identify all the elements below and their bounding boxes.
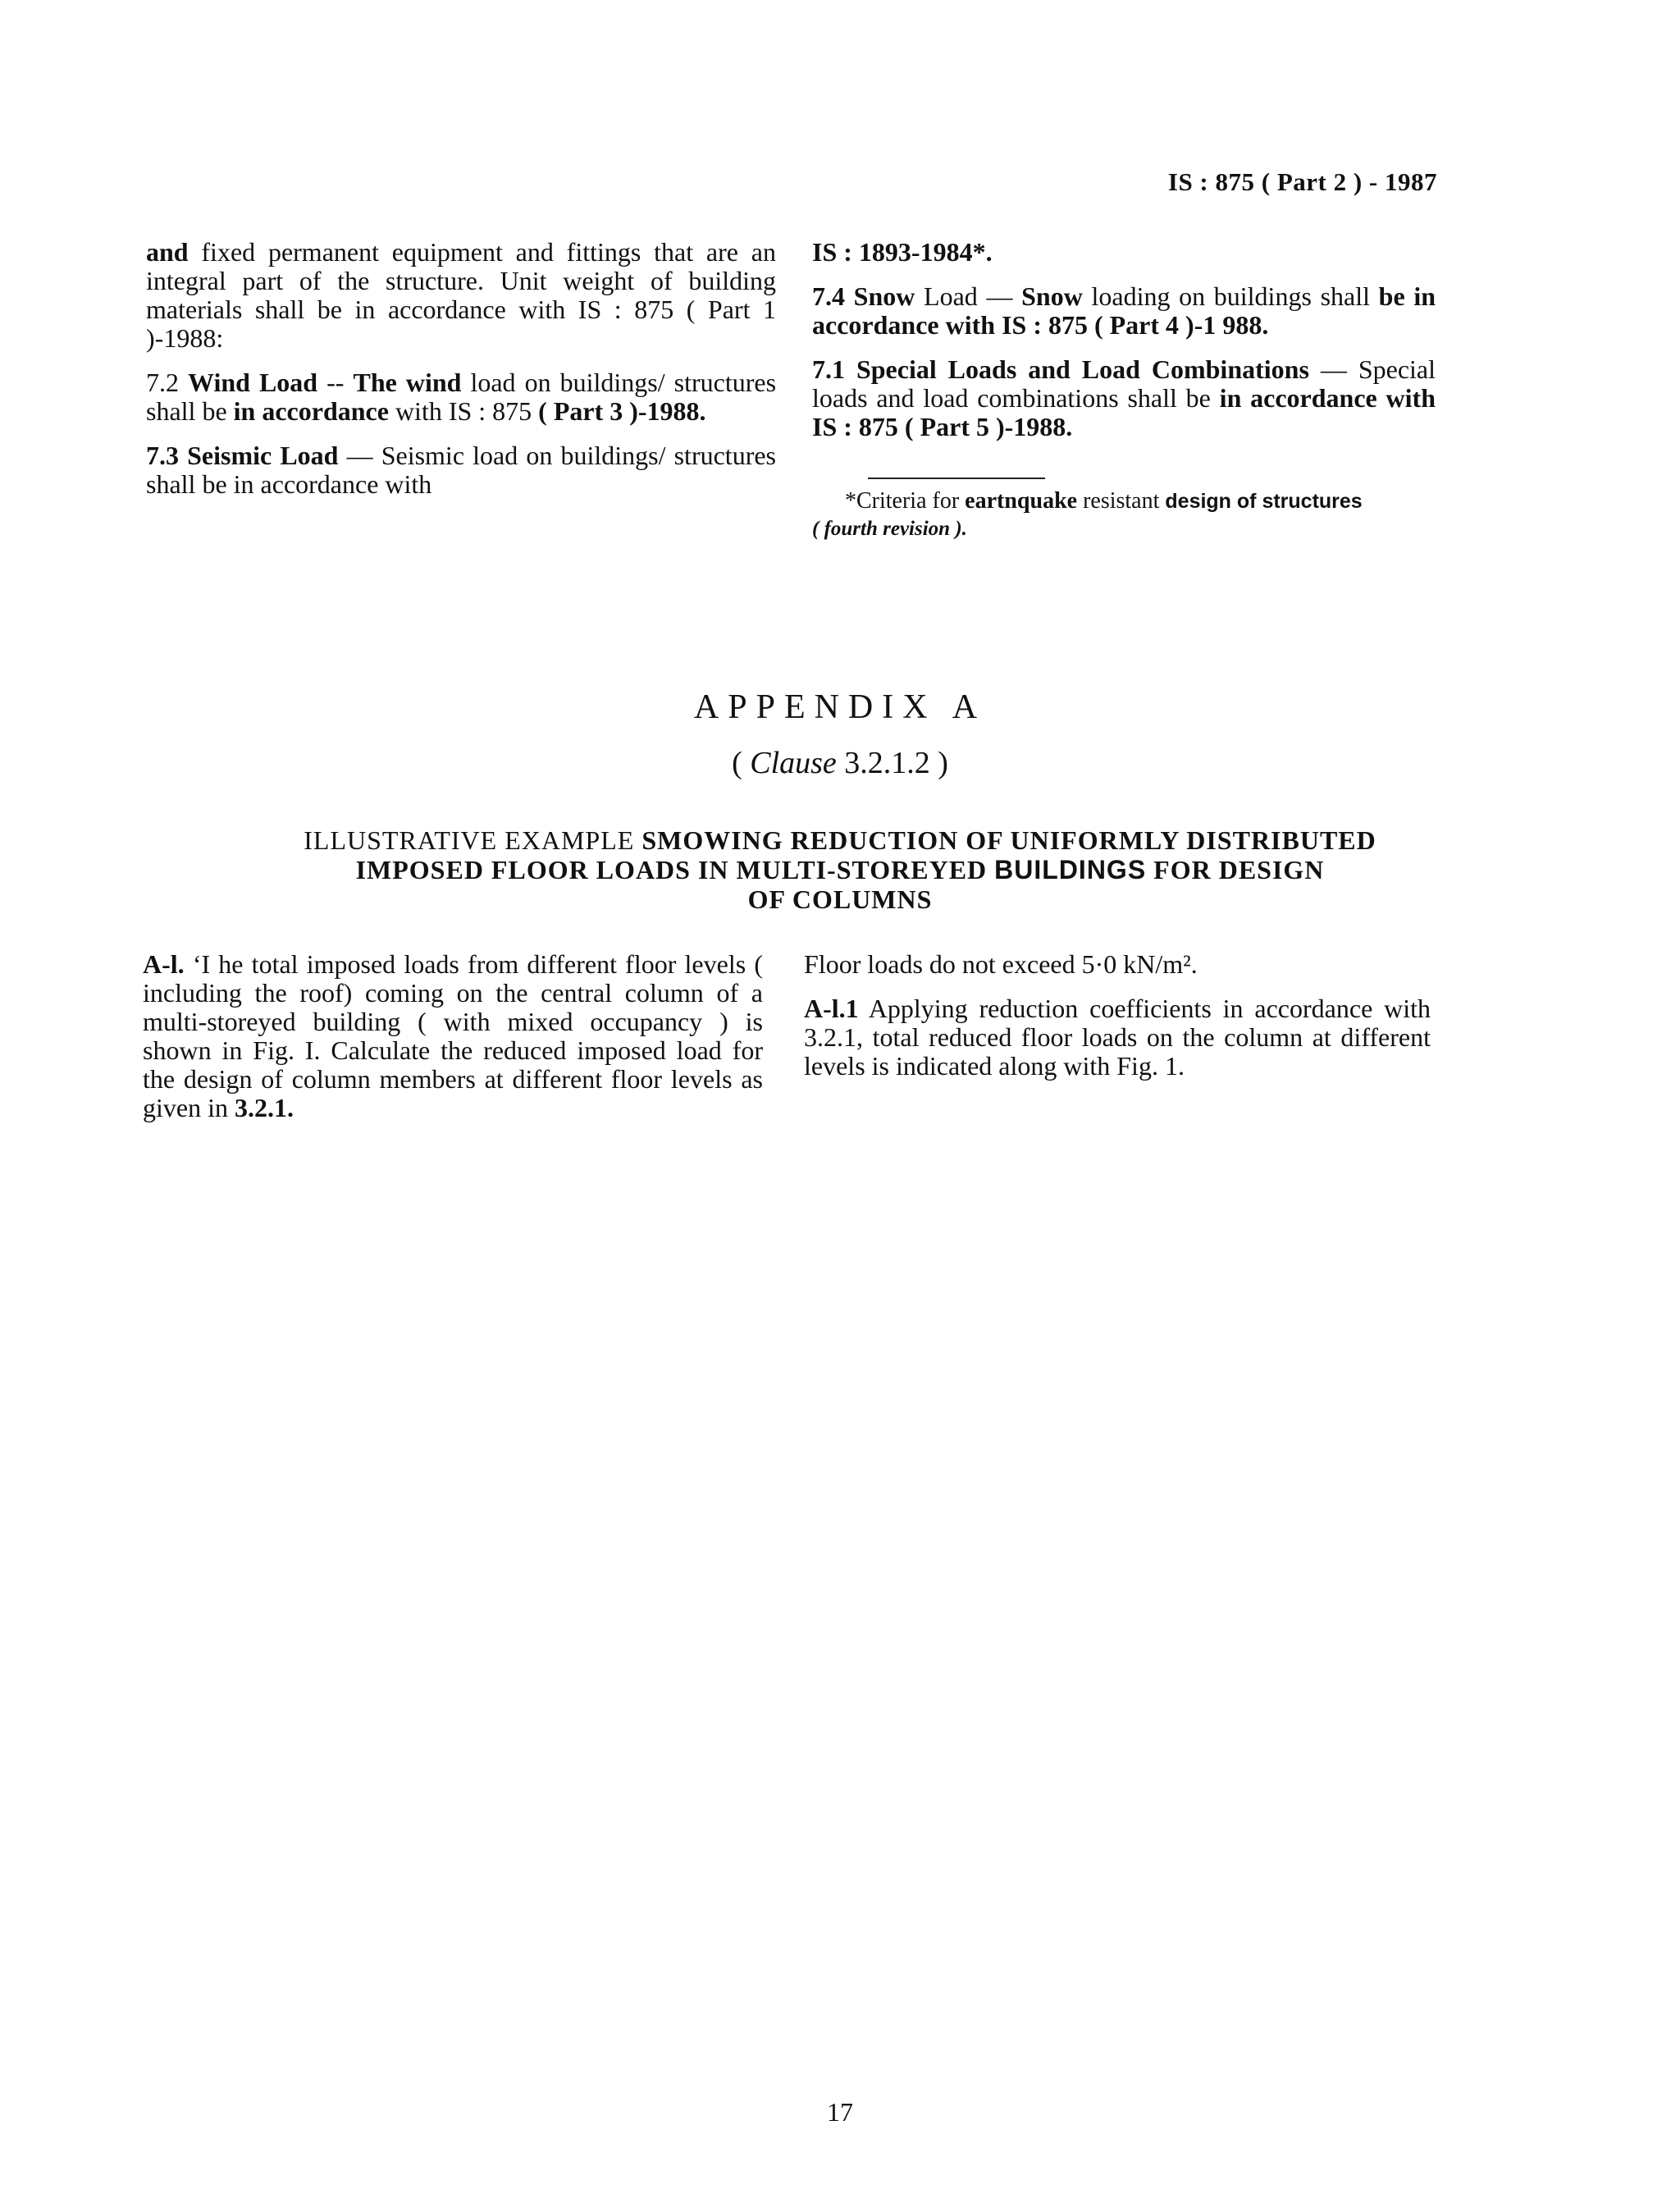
clause-7-2-wind-load [146, 368, 776, 426]
clause-title: 7.4 Snow [812, 281, 915, 311]
clause-bold-text: in accordance with IS : 875 ( Part 5 )-1988. [812, 383, 1436, 441]
clause-title: 7.1 Special Loads and Load Combinations [812, 354, 1309, 384]
clause-bold-text: Snow [1021, 281, 1083, 311]
clause-text: — Special loads and load combinations shall be [812, 354, 1436, 413]
footnote-line-1 [812, 487, 1452, 515]
footnote-bold: eartnquake [965, 488, 1078, 514]
footnote-text: *Criteria for [845, 488, 966, 514]
clause-text: loading on buildings shall [1082, 281, 1379, 311]
paragraph-dead-load-end [146, 238, 776, 353]
clause-title: Wind Load [188, 368, 318, 397]
footnote-bold: design of structures [1165, 490, 1363, 513]
right-column-top [812, 238, 1436, 457]
clause-a-1 [143, 950, 763, 1122]
bold-lead: and [146, 237, 189, 267]
clause-text: ‘I he total imposed loads from different floor levels ( including the roof) coming on the central column of a multi-storeyed building ( with mixed occupancy ) is shown in Fig. I. Calculate the reduced imposed load for the design of column members at different floor levels as given in [143, 949, 763, 1122]
paragraph-text: fixed permanent equipment and fittings that are an integral part of the structure. Unit weight of building materials shall be in accordance with IS : 875 ( Part 1 )-1988: [146, 237, 776, 353]
footnote [812, 487, 1452, 542]
clause-number: A-l.1 [804, 994, 859, 1023]
clause-7-3-seismic-load [146, 441, 776, 499]
floor-loads-note: Floor loads do not exceed 5·0 kN/m². [804, 949, 1198, 979]
document-code-header: IS : 875 ( Part 2 ) - 1987 [1167, 167, 1437, 196]
clause-paren: ( [732, 746, 751, 780]
clause-number: 3.2.1.2 ) [836, 746, 948, 780]
clause-text: Applying reduction coefficients in accordance with 3.2.1, total reduced floor loads on the column at different levels is indicated along with Fig. 1. [804, 994, 1431, 1081]
clause-text: — Seismic load on buildings/ structures shall be in accordance with [146, 441, 777, 499]
heading-bold: SMOWING REDUCTION OF UNIFORMLY DISTRIBUTED [641, 825, 1376, 855]
footnote-text: resistant [1077, 488, 1166, 514]
footnote-divider [868, 478, 1045, 479]
right-column-bottom [804, 950, 1431, 1096]
heading-bold: IMPOSED FLOOR LOADS IN MULTI-STOREYED [355, 855, 995, 884]
clause-number: 7.2 [146, 368, 189, 397]
heading-bold: OF COLUMNS [747, 884, 933, 914]
clause-7-1-special-loads [812, 355, 1436, 441]
clause-bold-text: in accordance [233, 396, 389, 426]
heading-text: ILLUSTRATIVE EXAMPLE [304, 825, 642, 855]
clause-a-1-1 [804, 994, 1431, 1081]
heading-bold: FOR DESIGN [1146, 855, 1325, 884]
footnote-line-2: ( fourth revision ). [812, 518, 967, 540]
clause-text: with IS : 875 [388, 396, 539, 426]
clause-word: Clause [750, 746, 837, 780]
appendix-heading [164, 825, 1516, 914]
clause-bold-text: be in accordance with IS : 875 ( Part 4 )-1 988. [812, 281, 1436, 340]
page-number: 17 [827, 2097, 853, 2127]
left-column-top [146, 238, 776, 514]
clause-text: Load — [915, 281, 1022, 311]
clause-7-4-snow-load [812, 282, 1436, 340]
clause-separator: -- [317, 368, 354, 397]
clause-number: A-l. [143, 949, 185, 979]
clause-bold-text: The wind [353, 368, 462, 397]
appendix-title: APPENDIX A [693, 688, 987, 726]
heading-bold: BUILDINGS [994, 855, 1147, 884]
clause-title: 7.3 Seismic Load [146, 441, 339, 470]
appendix-clause-ref [0, 745, 1680, 781]
clause-ref: 3.2.1. [234, 1093, 294, 1122]
left-column-bottom [143, 950, 763, 1138]
clause-bold-text: ( Part 3 )-1988. [538, 396, 706, 426]
clause-text: load on buildings/ structures shall be [146, 368, 777, 426]
seismic-standard-ref: IS : 1893-1984*. [812, 237, 993, 267]
